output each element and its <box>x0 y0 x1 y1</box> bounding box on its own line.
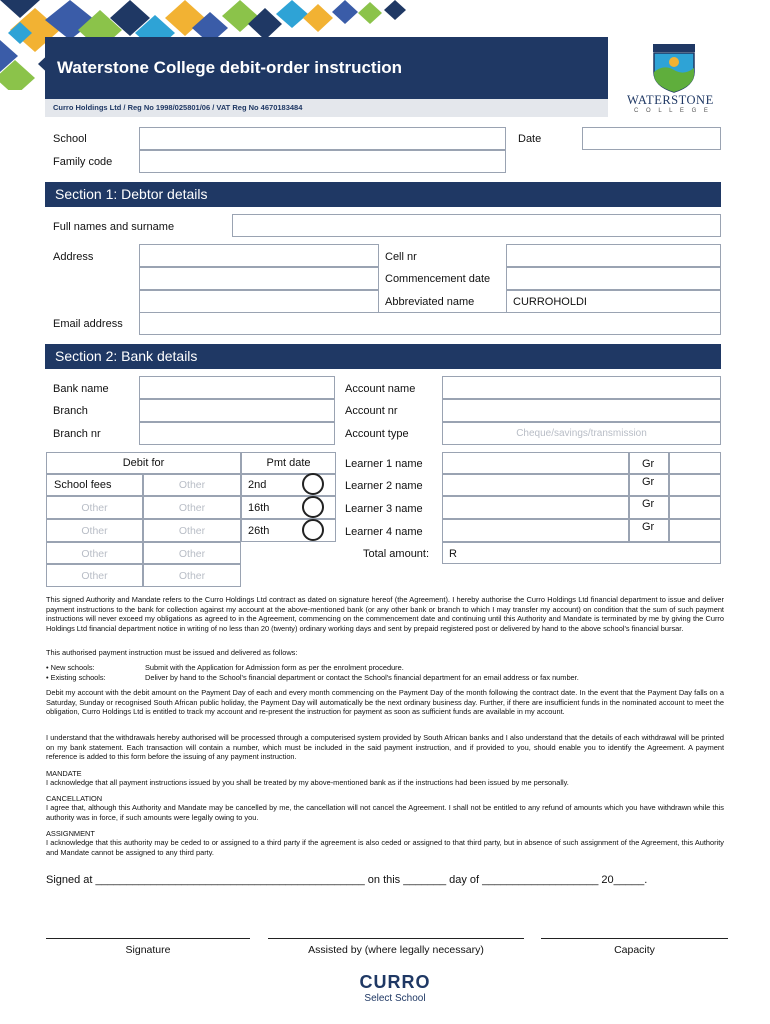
signed-at-line[interactable]: Signed at ____________________________________________ on this _______ day of ___________________ 20_____. <box>46 874 648 886</box>
debit-row1-left-text: School fees <box>54 479 112 491</box>
learner2-grade-field[interactable] <box>669 474 721 496</box>
mandate-heading: MANDATE <box>46 769 82 778</box>
section1-title: Section 1: Debtor details <box>45 182 721 207</box>
learner2-grade-label: Gr <box>642 476 655 488</box>
page-title: Waterstone College debit-order instruction <box>57 58 403 77</box>
learner4-field[interactable] <box>442 519 629 542</box>
signature-line[interactable] <box>46 938 250 939</box>
debit-row4-left-text: Other <box>81 548 108 560</box>
learner3-label: Learner 3 name <box>345 503 423 515</box>
learner1-field[interactable] <box>442 452 629 474</box>
debit-row5-mid-text: Other <box>178 570 206 582</box>
learner4-grade-field[interactable] <box>669 519 721 542</box>
learner3-grade-field[interactable] <box>669 496 721 519</box>
school-crest-icon <box>649 42 699 94</box>
address-field-line1[interactable] <box>139 244 379 267</box>
account-type-label: Account type <box>345 428 409 440</box>
branch-label: Branch <box>53 405 88 417</box>
cancellation-heading: CANCELLATION <box>46 794 103 803</box>
learner3-grade-label: Gr <box>642 498 655 510</box>
bullet-existing-schools-label: • Existing schools: <box>46 673 106 682</box>
address-field-line3[interactable] <box>139 290 379 313</box>
bullet-new-schools-text: Submit with the Application for Admission form as per the enrolment procedure. <box>145 663 404 672</box>
school-label: School <box>53 133 87 145</box>
address-field-line2[interactable] <box>139 267 379 290</box>
debit-row2-date-text: 16th <box>248 502 270 514</box>
cancellation-text: I agree that, although this Authority and Mandate may be cancelled by me, the cancellation will not cancel the Agreement. I shall not be entitled to any refund of amounts which you have withdrawn while this authority was in force, if such amounts were legally owing to you. <box>46 803 724 822</box>
debit-row2-left-text: Other <box>81 502 108 514</box>
capacity-line[interactable] <box>541 938 728 939</box>
abbreviated-value: CURROHOLDI <box>513 296 587 308</box>
pmt-date-16th-radio[interactable] <box>302 496 324 518</box>
account-nr-label: Account nr <box>345 405 398 417</box>
terms-paragraph-withdrawals: I understand that the withdrawals hereby authorised will be processed through a computerised system provided by South African banks and I also understand that the details of each withdrawal will be printed on my bank statement. Each transaction will contain a number, which must be included in the said payment instruction, and if provided to you, should enable you to identify the Agreement. A payment reference is added to this form before the issuing of any payment instruction. <box>46 733 724 762</box>
bank-name-field[interactable] <box>139 376 335 399</box>
terms-paragraph-authority: This signed Authority and Mandate refers to the Curro Holdings Ltd contract as dated on signature hereof (the Agreement). I hereby authorise the Curro Holdings Ltd financial department to issue and deliver payment instructions to the bank for collection against my account at the above-mentioned bank (or any other bank or branch to which I may transfer my account) on condition that the sum of such payment instructions will never exceed my obligations as agreed to in the Agreement, commencing on the commencement date and continuing until this Authority and Mandate is terminated by me by giving the Curro Holdings Ltd financial department notice in writing of no less than 20 (twenty) ordinary working days and sent by prepaid registered post or delivered by hand to the above school's financial bursar. <box>46 595 724 633</box>
pmt-date-header: Pmt date <box>266 457 311 469</box>
account-nr-field[interactable] <box>442 399 721 422</box>
learner2-label: Learner 2 name <box>345 480 423 492</box>
debit-for-header: Debit for <box>122 457 165 469</box>
debit-row4-mid-text: Other <box>178 548 206 560</box>
date-label: Date <box>518 133 542 145</box>
assignment-text: I acknowledge that this authority may be ceded to or assigned to a third party if the agreement is also ceded or assigned to that third party, but in absence of such assignment of the Agreement, this Authority and Mandate cannot be assigned to any third party. <box>46 838 724 857</box>
branch-nr-field[interactable] <box>139 422 335 445</box>
terms-paragraph-debit: Debit my account with the debit amount on the Payment Day of each and every month commencing on the Payment Day of the month following the contract date. In the event that the Payment Day falls on a Saturday, Sunday or recognised South African public holiday, the Payment Day will automatically be the next ordinary business day. Further, if there are insufficient funds in the nominated account to meet the obligation, Curro Holdings Ltd is entitled to track my account and re-present the instruction for payment as soon as sufficient funds are available in my account. <box>46 688 724 717</box>
bullet-existing-schools-text: Deliver by hand to the School's financial department or contact the School's financial department for an email address or fax number. <box>145 673 579 682</box>
learner4-grade-label: Gr <box>642 521 655 533</box>
company-registration: Curro Holdings Ltd / Reg No 1998/025801/06 / VAT Reg No 4670183484 <box>53 103 303 112</box>
capacity-label: Capacity <box>614 944 655 956</box>
email-label: Email address <box>53 318 123 330</box>
mandate-text: I acknowledge that all payment instructions issued by you shall be treated by my above-mentioned bank as if the instructions had been issued by me personally. <box>46 778 569 787</box>
learner1-grade-label: Gr <box>642 458 655 470</box>
debit-row3-mid-text: Other <box>178 525 206 537</box>
school-logo-tagline: C O L L E G E <box>634 108 711 114</box>
cell-field[interactable] <box>506 244 721 267</box>
account-type-placeholder: Cheque/savings/transmission <box>516 428 647 439</box>
cell-label: Cell nr <box>385 251 417 263</box>
account-name-field[interactable] <box>442 376 721 399</box>
branch-field[interactable] <box>139 399 335 422</box>
school-logo-name: WATERSTONE <box>627 93 714 107</box>
address-label: Address <box>53 251 94 263</box>
learner1-grade-field[interactable] <box>669 452 721 474</box>
bank-name-label: Bank name <box>53 383 109 395</box>
debit-row2-mid-text: Other <box>178 502 206 514</box>
learner4-label: Learner 4 name <box>345 526 423 538</box>
assisted-line[interactable] <box>268 938 524 939</box>
email-field[interactable] <box>139 312 721 335</box>
family-code-field[interactable] <box>139 150 506 173</box>
total-amount-prefix: R <box>449 548 457 560</box>
debit-row1-mid-text: Other <box>178 479 206 491</box>
debit-row3-date-text: 26th <box>248 525 270 537</box>
total-amount-label: Total amount: <box>363 548 430 560</box>
full-names-label: Full names and surname <box>53 221 175 233</box>
assignment-heading: ASSIGNMENT <box>46 829 95 838</box>
pmt-date-26th-radio[interactable] <box>302 519 324 541</box>
school-field[interactable] <box>139 127 506 150</box>
total-amount-field[interactable] <box>442 542 721 564</box>
assisted-label: Assisted by (where legally necessary) <box>308 944 484 956</box>
account-name-label: Account name <box>345 383 416 395</box>
terms-paragraph-delivery: This authorised payment instruction must be issued and delivered as follows: <box>46 648 298 657</box>
commencement-label: Commencement date <box>385 273 491 285</box>
signature-label: Signature <box>125 944 171 956</box>
branch-nr-label: Branch nr <box>53 428 101 440</box>
debit-row5-left-text: Other <box>81 570 108 582</box>
curro-tagline: Select School <box>364 993 426 1004</box>
curro-logo: CURRO <box>359 972 431 992</box>
full-names-field[interactable] <box>232 214 721 237</box>
debit-row3-left-text: Other <box>81 525 108 537</box>
section2-title: Section 2: Bank details <box>45 344 721 369</box>
pmt-date-2nd-radio[interactable] <box>302 473 324 495</box>
learner3-field[interactable] <box>442 496 629 519</box>
debit-row1-date-text: 2nd <box>248 479 267 491</box>
family-code-label: Family code <box>53 156 113 168</box>
learner2-field[interactable] <box>442 474 629 496</box>
commencement-field[interactable] <box>506 267 721 290</box>
bullet-new-schools-label: • New schools: <box>46 663 95 672</box>
date-field[interactable] <box>582 127 721 150</box>
learner1-label: Learner 1 name <box>345 458 423 470</box>
abbreviated-label: Abbreviated name <box>385 296 475 308</box>
